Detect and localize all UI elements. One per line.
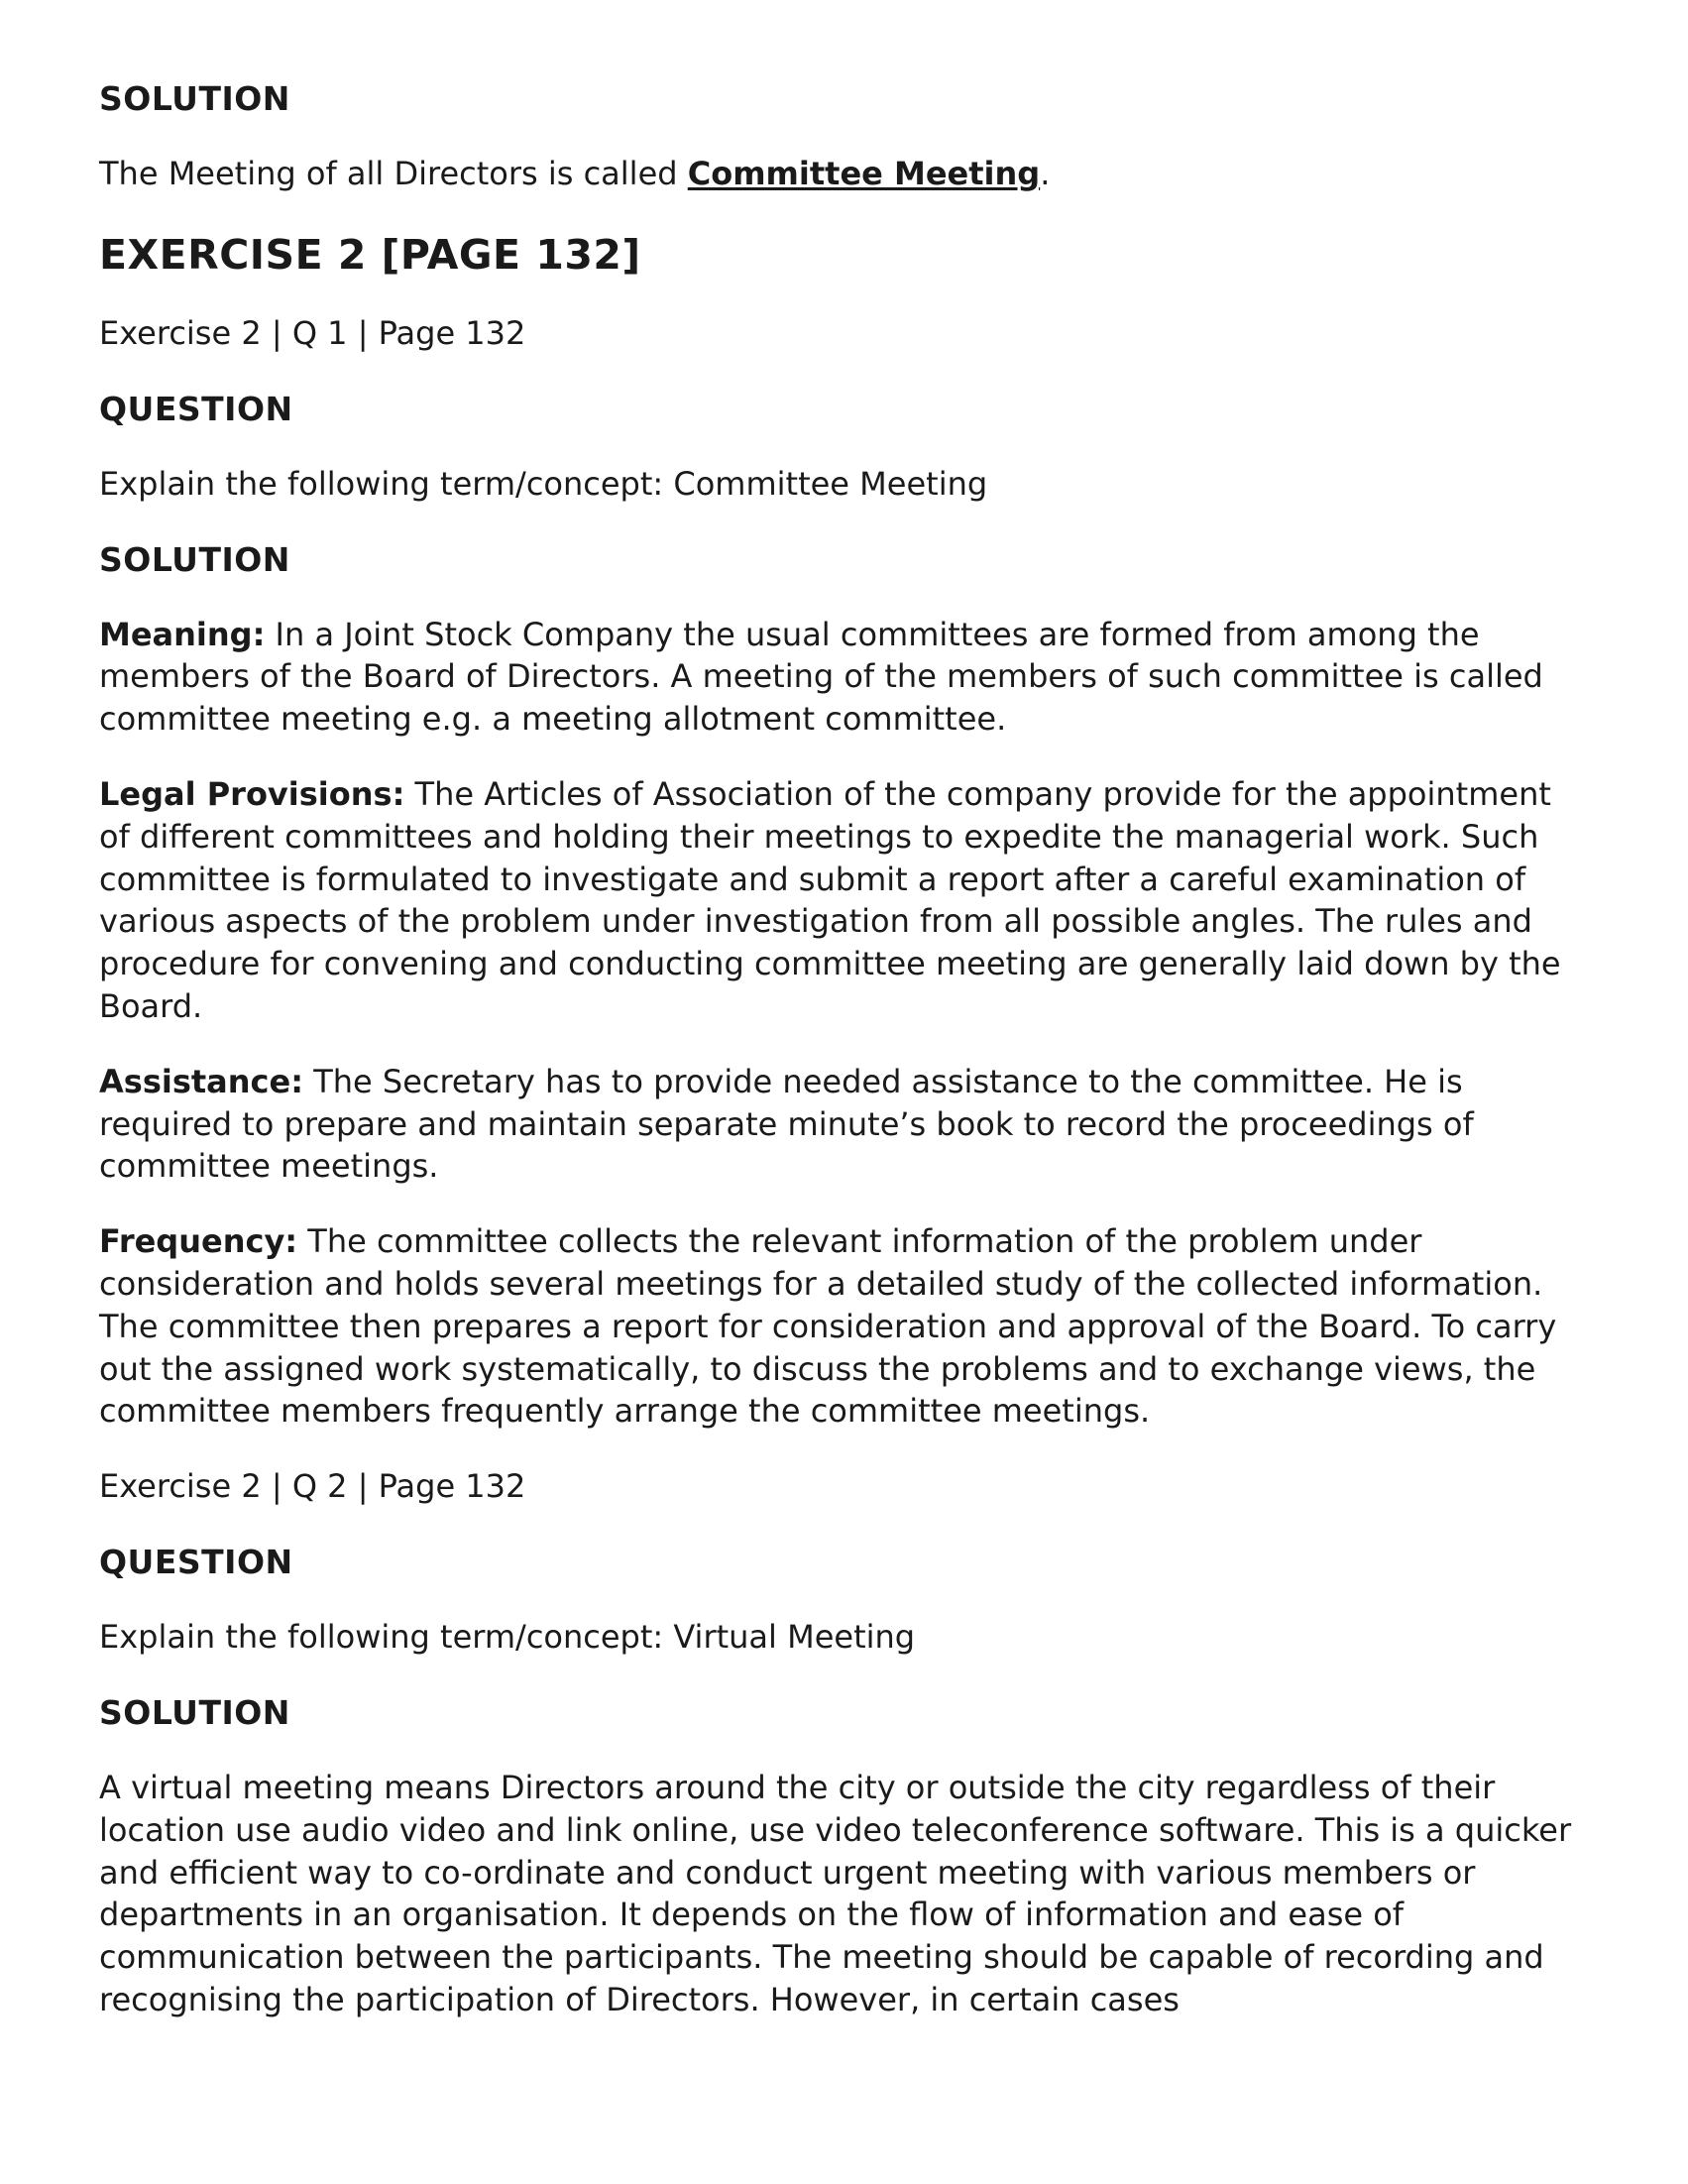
paragraph-heading: Frequency:	[99, 1222, 298, 1261]
question-label: QUESTION	[99, 389, 293, 428]
paragraph-heading: Meaning:	[99, 615, 266, 653]
solution-text-after: .	[1040, 155, 1051, 192]
question-reference: Exercise 2 | Q 2 | Page 132	[99, 1467, 526, 1506]
paragraph-body: In a Joint Stock Company the usual committees are formed from among the members of the Board of Directors. A meeting of the members of such committee is called committee meeting e.g. a meeting allotment committee.	[99, 615, 1543, 739]
key-term: Committee Meeting	[687, 155, 1041, 192]
solution-paragraph	[99, 1061, 1586, 1188]
solution-text-before: The Meeting of all Directors is called	[99, 155, 688, 192]
document-page	[99, 77, 1586, 2054]
question-label: QUESTION	[99, 1543, 293, 1582]
solution-label: SOLUTION	[99, 539, 290, 579]
paragraph-body: The committee collects the relevant information of the problem under consideration and holds several meetings for a detailed study of the collected information. The committee then prepares a report for consideration and approval of the Board. To carry out the assigned work systematically, to discuss the problems and to exchange views, the committee members frequently arrange the committee meetings.	[99, 1222, 1557, 1431]
paragraph-body: The Secretary has to provide needed assistance to the committee. He is required to prepare and maintain separate minute’s book to record the proceedings of committee meetings.	[99, 1062, 1474, 1186]
solution-label: SOLUTION	[99, 1692, 290, 1732]
solution-paragraph	[99, 1220, 1586, 1433]
paragraph-heading: Legal Provisions:	[99, 774, 405, 813]
solution-paragraph	[99, 773, 1586, 1028]
question-text: Explain the following term/concept: Committee Meeting	[99, 464, 988, 503]
exercise-heading: EXERCISE 2 [PAGE 132]	[99, 230, 641, 279]
question-reference: Exercise 2 | Q 1 | Page 132	[99, 313, 526, 352]
paragraph-body: The Articles of Association of the company provide for the appointment of different committees and holding their meetings to expedite the managerial work. Such committee is formulated to investigate and submit a report after a careful examination of various aspects of the problem under investigation from all possible angles. The rules and procedure for convening and conducting committee meeting are generally laid down by the Board.	[99, 774, 1561, 1025]
solution-paragraph	[99, 614, 1586, 741]
paragraph-heading: Assistance:	[99, 1062, 304, 1100]
question-text: Explain the following term/concept: Virtual Meeting	[99, 1618, 916, 1657]
solution-label: SOLUTION	[99, 79, 290, 118]
solution-paragraph: A virtual meeting means Directors around the city or outside the city regardless of their location use audio video and link online, use video teleconference software. This is a quicker and efficient way to co-ordinate and conduct urgent meeting with various members or departments in an organisation. It depends on the flow of information and ease of communication between the participants. The meeting should be capable of recording and recognising the participation of Directors. However, in certain cases	[99, 1768, 1572, 2018]
solution-text	[99, 153, 1586, 195]
